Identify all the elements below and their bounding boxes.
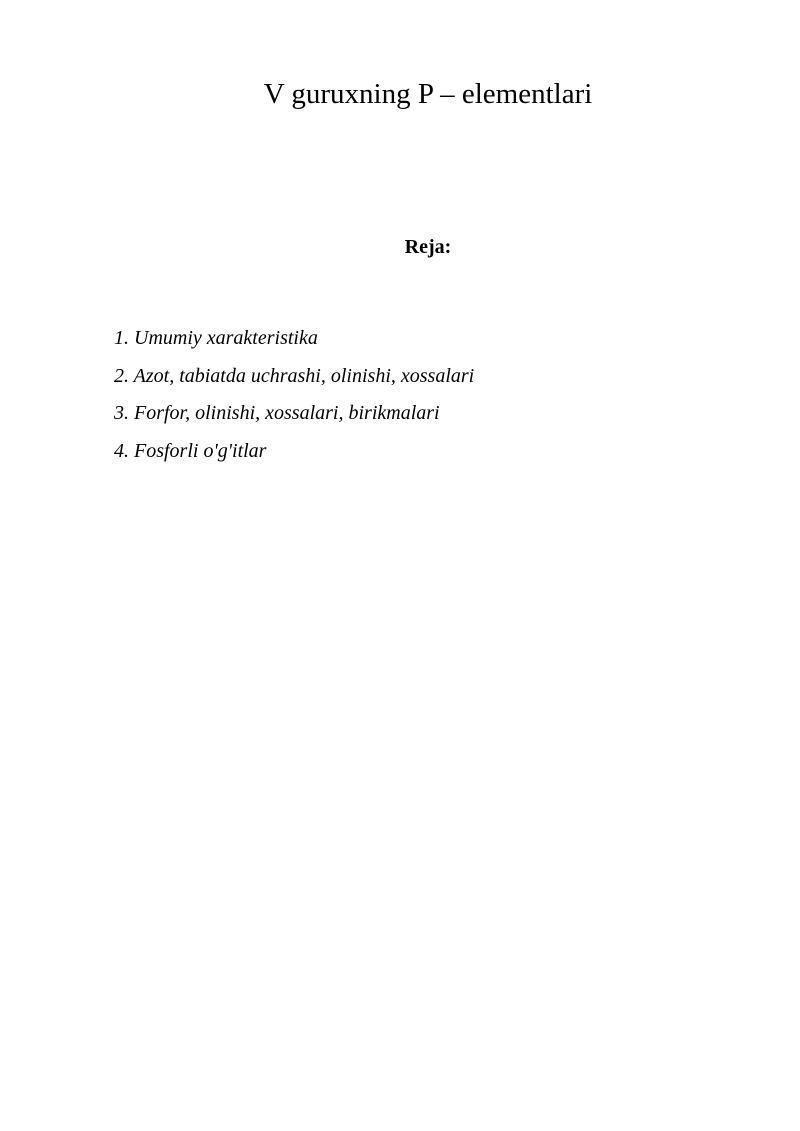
plan-item-2: 2. Azot, tabiatda uchrashi, olinishi, xossalari: [114, 364, 475, 387]
plan-item-4: 4. Fosforli o'g'itlar: [114, 439, 267, 462]
plan-heading: Reja:: [404, 236, 452, 258]
document-title: V guruxning P – elementlari: [263, 78, 593, 110]
plan-list: [114, 320, 474, 470]
plan-item-3: 3. Forfor, olinishi, xossalari, birikmalari: [114, 402, 440, 424]
plan-item-1: 1. Umumiy xarakteristika: [114, 327, 318, 349]
